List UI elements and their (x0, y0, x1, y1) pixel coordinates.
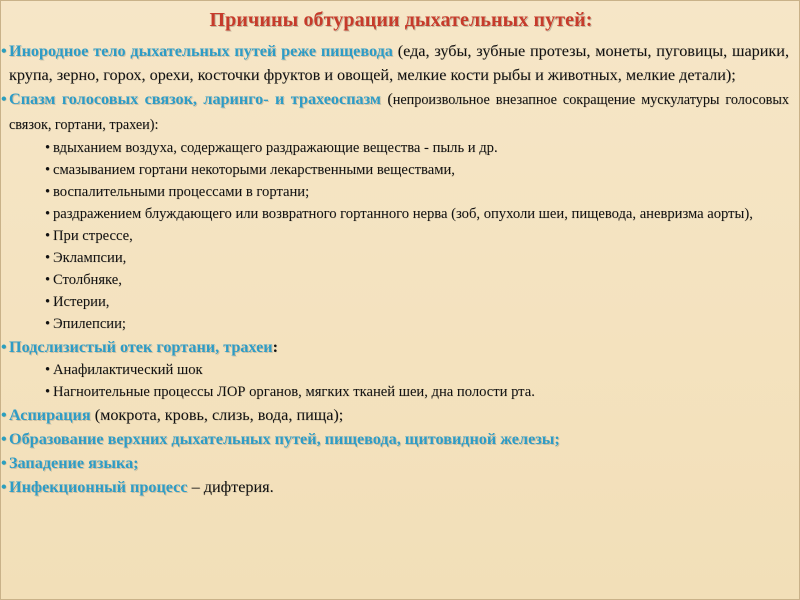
spasm-subitem (45, 181, 789, 203)
spasm-subitem (45, 247, 789, 269)
cause-aspiration (1, 403, 789, 427)
cause-details: (мокрота, кровь, слизь, вода, пища); (90, 406, 344, 424)
sub-bullet: • (45, 384, 51, 400)
subitem-text: Истерии, (53, 294, 110, 310)
sub-bullet: • (45, 362, 51, 378)
cause-heading: Спазм голосовых связок, ларинго- и трахеоспазм (9, 90, 381, 108)
bullet: • (1, 454, 7, 472)
subitem-text: вдыханием воздуха, содержащего раздражающие вещества - пыль и др. (53, 140, 498, 156)
edema-subitem (45, 359, 789, 381)
sub-bullet: • (45, 206, 51, 222)
cause-infection (1, 475, 789, 499)
cause-heading: Инородное тело дыхательных путей реже пищевода (9, 42, 393, 60)
cause-heading: Аспирация (9, 406, 91, 424)
subitem-text: раздражением блуждающего или возвратного гортанного нерва (зоб, опухоли шеи, пищевода, аневризма аорты), (53, 206, 753, 222)
edema-subitem (45, 381, 789, 403)
sub-bullet: • (45, 162, 51, 178)
bullet: • (1, 478, 7, 496)
subitem-text: воспалительными процессами в гортани; (53, 184, 310, 200)
cause-edema (1, 335, 789, 359)
cause-tongue (1, 451, 789, 475)
open-paren: ( (380, 90, 393, 108)
spasm-subitem (45, 225, 789, 247)
cause-details: (еда, зубы, зубные протезы, монеты, пуговицы, шарики, крупа, зерно, горох, орехи, косточки фруктов и овощей, мелкие кости рыбы и животных, мелкие детали); (9, 42, 789, 84)
cause-spasm (1, 87, 789, 137)
spasm-subitem (45, 137, 789, 159)
subitem-text: Эпилепсии; (53, 316, 126, 332)
subitem-text: смазыванием гортани некоторыми лекарственными веществами, (53, 162, 455, 178)
slide-content (1, 39, 799, 499)
cause-formation (1, 427, 789, 451)
spasm-subitem (45, 159, 789, 181)
bullet: • (1, 90, 7, 108)
bullet: • (1, 42, 7, 60)
subitem-text: Эклампсии, (53, 250, 127, 266)
spasm-subitem (45, 313, 789, 335)
cause-heading: Образование верхних дыхательных путей, пищевода, щитовидной железы; (9, 430, 560, 448)
bullet: • (1, 338, 7, 356)
sub-bullet: • (45, 140, 51, 156)
spasm-subitem (45, 269, 789, 291)
cause-foreign-body (1, 39, 789, 87)
sub-bullet: • (45, 250, 51, 266)
subitem-text: Нагноительные процессы ЛОР органов, мягких тканей шеи, дна полости рта. (53, 384, 535, 400)
bullet: • (1, 430, 7, 448)
subitem-text: Столбняке, (53, 272, 122, 288)
cause-heading: Подслизистый отек гортани, трахеи (9, 338, 273, 356)
spasm-subitem (45, 203, 789, 225)
cause-details: непроизвольное внезапное сокращение мускулатуры голосовых связок, гортани, трахеи): (9, 92, 790, 133)
sub-bullet: • (45, 316, 51, 332)
colon: : (272, 338, 279, 356)
slide-title: Причины обтурации дыхательных путей: (209, 9, 593, 31)
cause-heading: Западение языка; (9, 454, 139, 472)
sub-bullet: • (45, 228, 51, 244)
subitem-text: Анафилактический шок (53, 362, 203, 378)
spasm-subitem (45, 291, 789, 313)
sub-bullet: • (45, 184, 51, 200)
subitem-text: При стрессе, (53, 228, 133, 244)
cause-details: – дифтерия. (187, 478, 274, 496)
sub-bullet: • (45, 294, 51, 310)
bullet: • (1, 406, 7, 424)
cause-heading: Инфекционный процесс (9, 478, 188, 496)
sub-bullet: • (45, 272, 51, 288)
